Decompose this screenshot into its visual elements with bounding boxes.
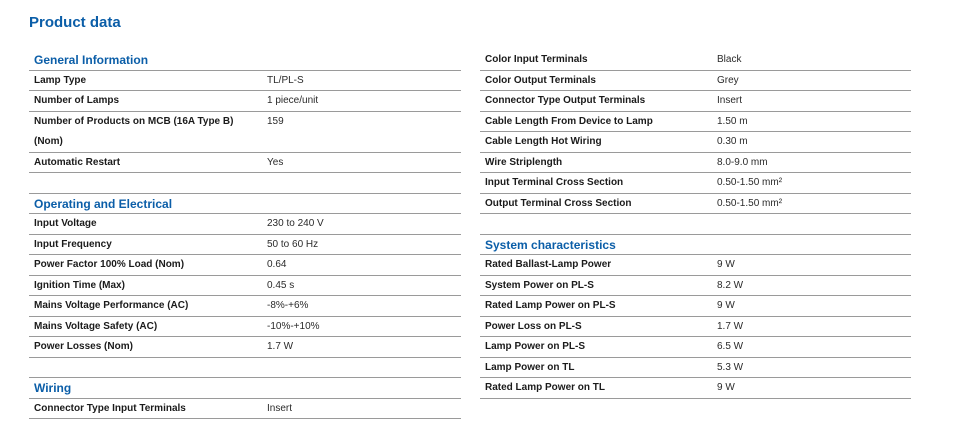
spec-label: Output Terminal Cross Section bbox=[485, 197, 632, 209]
spec-value: -10%-+10% bbox=[267, 320, 320, 332]
spec-value: 6.5 W bbox=[717, 341, 744, 352]
spec-row-number-of-products-on-mcb-16a-type-b-nom bbox=[29, 112, 461, 153]
spec-value: 1 piece/unit bbox=[267, 95, 319, 106]
spec-value: 159 bbox=[267, 115, 284, 127]
page-title: Product data bbox=[29, 14, 121, 31]
spec-label: Color Input Terminals bbox=[485, 54, 588, 65]
spec-row-number-of-lamps bbox=[29, 91, 461, 112]
spec-row-cable-length-hot-wiring bbox=[480, 132, 911, 153]
spec-value: 8.0-9.0 mm bbox=[717, 156, 768, 168]
spec-value: 9 W bbox=[717, 382, 735, 393]
spec-value: 0.64 bbox=[267, 259, 287, 270]
spec-label: Cable Length From Device to Lamp bbox=[485, 115, 653, 127]
spec-value: 0.50-1.50 mm² bbox=[717, 177, 783, 188]
spec-label: Connector Type Input Terminals bbox=[34, 402, 186, 414]
spec-label: Power Factor 100% Load (Nom) bbox=[34, 259, 185, 270]
spec-label: Cable Length Hot Wiring bbox=[485, 136, 602, 147]
left-spec-column bbox=[29, 50, 461, 419]
spec-value: Insert bbox=[717, 95, 743, 106]
spec-row-wire-striplength bbox=[480, 153, 911, 174]
spec-row-lamp-power-on-pl-s bbox=[480, 337, 911, 358]
spec-label: Power Losses (Nom) bbox=[34, 341, 133, 352]
spec-row-lamp-power-on-tl bbox=[480, 358, 911, 379]
spec-label: Input Voltage bbox=[34, 218, 97, 229]
spec-value: 0.45 s bbox=[267, 279, 295, 291]
spec-label: Rated Lamp Power on TL bbox=[485, 382, 606, 393]
spec-row-rated-lamp-power-on-tl bbox=[480, 378, 911, 399]
section-header-system-characteristics bbox=[480, 235, 911, 256]
spec-row-lamp-type bbox=[29, 71, 461, 92]
spec-row-system-power-on-pl-s bbox=[480, 276, 911, 297]
spec-row-color-input-terminals bbox=[480, 50, 911, 71]
spec-row-power-loss-on-pl-s bbox=[480, 317, 911, 338]
spec-label: Power Loss on PL-S bbox=[485, 320, 582, 332]
spec-row-mains-voltage-safety-ac bbox=[29, 317, 461, 338]
spec-row-output-terminal-cross-section bbox=[480, 194, 911, 215]
spec-value: 1.7 W bbox=[717, 320, 744, 332]
spec-label: Ignition Time (Max) bbox=[34, 279, 125, 291]
spec-row-color-output-terminals bbox=[480, 71, 911, 92]
spec-value: Insert bbox=[267, 402, 293, 414]
spec-row-input-frequency bbox=[29, 235, 461, 256]
spec-value: Black bbox=[717, 54, 742, 65]
spec-row-rated-ballast-lamp-power bbox=[480, 255, 911, 276]
spec-label: Rated Ballast-Lamp Power bbox=[485, 259, 612, 270]
spec-row-cable-length-from-device-to-lamp bbox=[480, 112, 911, 133]
spec-label: Lamp Type bbox=[34, 74, 87, 86]
spec-label: Connector Type Output Terminals bbox=[485, 95, 646, 106]
spec-value: 8.2 W bbox=[717, 279, 744, 291]
spec-value: 230 to 240 V bbox=[267, 218, 324, 229]
spec-value: -8%-+6% bbox=[267, 300, 309, 311]
spec-value: 50 to 60 Hz bbox=[267, 238, 319, 250]
spec-row-power-factor-100-load-nom bbox=[29, 255, 461, 276]
spec-value: 5.3 W bbox=[717, 361, 744, 373]
spec-label: Number of Products on MCB (16A Type B) (Nom) bbox=[34, 115, 234, 147]
spec-row-ignition-time-max bbox=[29, 276, 461, 297]
spacer-row bbox=[29, 358, 461, 379]
spec-value: 0.50-1.50 mm² bbox=[717, 197, 783, 209]
section-header-general-information bbox=[29, 50, 461, 71]
spec-row-power-losses-nom bbox=[29, 337, 461, 358]
spec-value: 9 W bbox=[717, 259, 735, 270]
spacer-row bbox=[480, 214, 911, 235]
spec-value: 1.7 W bbox=[267, 341, 294, 352]
spec-label: Number of Lamps bbox=[34, 95, 120, 106]
section-header-operating-and-electrical bbox=[29, 194, 461, 215]
spec-label: Input Frequency bbox=[34, 238, 112, 250]
spec-label: Input Terminal Cross Section bbox=[485, 177, 624, 188]
spec-label: Automatic Restart bbox=[34, 156, 121, 168]
spec-row-input-terminal-cross-section bbox=[480, 173, 911, 194]
spec-label: Mains Voltage Safety (AC) bbox=[34, 320, 158, 332]
spec-value: Grey bbox=[717, 74, 739, 86]
section-header-wiring bbox=[29, 378, 461, 399]
spec-value: 1.50 m bbox=[717, 115, 748, 127]
spec-label: Mains Voltage Performance (AC) bbox=[34, 300, 189, 311]
spec-row-connector-type-output-terminals bbox=[480, 91, 911, 112]
spec-label: Lamp Power on TL bbox=[485, 361, 575, 373]
spec-row-mains-voltage-performance-ac bbox=[29, 296, 461, 317]
section-title: Wiring bbox=[34, 381, 72, 395]
right-spec-column bbox=[480, 50, 911, 399]
spec-label: Wire Striplength bbox=[485, 156, 563, 168]
spacer-row bbox=[29, 173, 461, 194]
section-title: System characteristics bbox=[485, 237, 616, 252]
spec-row-automatic-restart bbox=[29, 153, 461, 174]
spec-row-input-voltage bbox=[29, 214, 461, 235]
spec-label: System Power on PL-S bbox=[485, 279, 594, 291]
spec-row-connector-type-input-terminals bbox=[29, 399, 461, 420]
spec-label: Color Output Terminals bbox=[485, 74, 596, 86]
spec-label: Rated Lamp Power on PL-S bbox=[485, 300, 616, 311]
spec-value: Yes bbox=[267, 156, 284, 168]
section-title: Operating and Electrical bbox=[34, 196, 173, 211]
spec-value: 9 W bbox=[717, 300, 735, 311]
spec-label: Lamp Power on PL-S bbox=[485, 341, 586, 352]
spec-value: 0.30 m bbox=[717, 136, 748, 147]
spec-value: TL/PL-S bbox=[267, 74, 304, 86]
section-title: General Information bbox=[34, 53, 149, 67]
spec-row-rated-lamp-power-on-pl-s bbox=[480, 296, 911, 317]
